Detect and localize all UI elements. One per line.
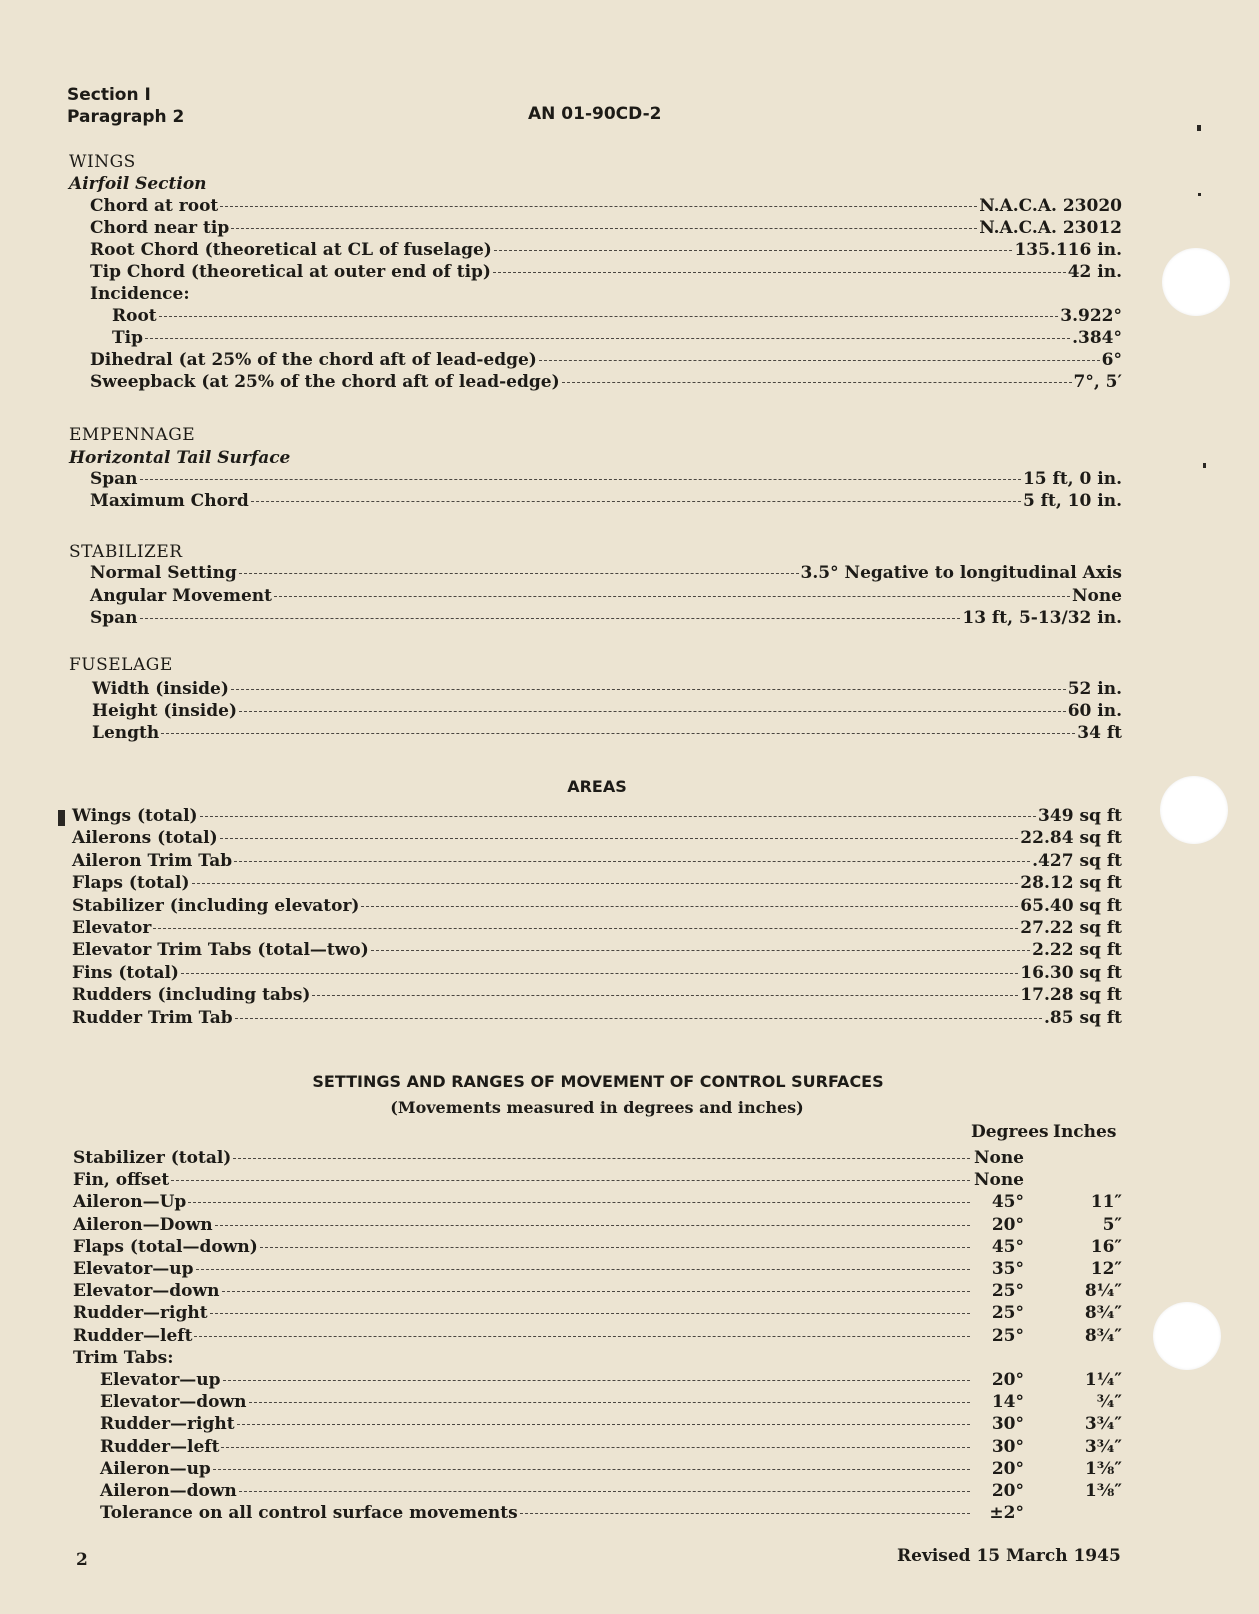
control-surface-row [73, 1326, 1024, 1348]
dot-leader [220, 838, 1019, 839]
dot-leader [235, 1018, 1042, 1019]
binder-hole-bottom [1153, 1302, 1221, 1370]
control-surface-row [100, 1437, 1024, 1459]
inches-value: 1⅜″ [1084, 1459, 1122, 1479]
row-label: Chord at root [90, 196, 219, 216]
dot-leader [140, 618, 961, 619]
row-label: Height (inside) [92, 701, 237, 721]
inches-value: ¾″ [1096, 1392, 1122, 1412]
row-label: Tip Chord (theoretical at outer end of tip) [90, 262, 491, 282]
binder-hole-top [1162, 248, 1230, 316]
wings-row [112, 328, 1122, 350]
degrees-value: 20° [991, 1459, 1024, 1479]
row-label: Root [112, 306, 157, 326]
control-surface-row [73, 1348, 1024, 1370]
control-surface-row [73, 1281, 1024, 1303]
dot-leader [171, 1180, 970, 1181]
control-surface-row [100, 1459, 1024, 1481]
margin-speck [1197, 125, 1201, 131]
row-label: Aileron—down [100, 1481, 237, 1501]
degrees-value: 25° [991, 1281, 1024, 1301]
control-surface-row [100, 1370, 1024, 1392]
dot-leader [239, 711, 1066, 712]
row-value: 6° [1101, 350, 1122, 370]
dot-leader [181, 973, 1018, 974]
row-label: Trim Tabs: [73, 1348, 174, 1368]
wings-row [90, 218, 1122, 240]
area-row [72, 963, 1122, 985]
control-surface-row [73, 1303, 1024, 1325]
row-value: 135.116 in. [1014, 240, 1122, 260]
degrees-value: 20° [991, 1481, 1024, 1501]
revision-date: Revised 15 March 1945 [897, 1546, 1121, 1566]
degrees-value: 45° [991, 1192, 1024, 1212]
empennage-row [90, 469, 1122, 491]
inches-value: 8¾″ [1084, 1303, 1122, 1323]
area-row [72, 918, 1122, 940]
control-surface-row [73, 1148, 1024, 1170]
dot-leader [220, 206, 977, 207]
row-label: Rudder—right [100, 1414, 235, 1434]
row-label: Chord near tip [90, 218, 230, 238]
degrees-value: None [973, 1148, 1024, 1168]
stabilizer-row [90, 563, 1122, 585]
row-label: Elevator—down [73, 1281, 220, 1301]
row-label: Maximum Chord [90, 491, 249, 511]
wings-row [90, 372, 1122, 394]
row-label: Dihedral (at 25% of the chord aft of lead-edge) [90, 350, 537, 370]
row-label: Fins (total) [72, 963, 179, 983]
row-value: N.A.C.A. 23020 [979, 196, 1122, 216]
row-value: 65.40 sq ft [1020, 896, 1122, 916]
row-value: 22.84 sq ft [1020, 828, 1122, 848]
row-label: Fin, offset [73, 1170, 170, 1190]
degrees-value: 25° [991, 1326, 1024, 1346]
degrees-value: 30° [991, 1414, 1024, 1434]
degrees-value: 20° [991, 1215, 1024, 1235]
inches-column-header: Inches [1053, 1122, 1117, 1142]
control-surface-row [73, 1237, 1024, 1259]
wings-row [90, 350, 1122, 372]
dot-leader [200, 816, 1036, 817]
wings-row [112, 306, 1122, 328]
row-label: Aileron—Up [73, 1192, 187, 1212]
inches-value: 11″ [1090, 1192, 1122, 1212]
row-label: Tolerance on all control surface movements [100, 1503, 518, 1523]
row-label: Flaps (total) [72, 873, 190, 893]
airfoil-section-subheading: Airfoil Section [69, 174, 207, 194]
row-label: Stabilizer (including elevator) [72, 896, 360, 916]
row-label: Length [92, 723, 160, 743]
row-label: Elevator Trim Tabs (total—two) [72, 940, 369, 960]
row-label: Normal Setting [90, 563, 237, 583]
row-value: .427 sq ft [1032, 851, 1122, 871]
dot-leader [140, 479, 1021, 480]
row-value: N.A.C.A. 23012 [979, 218, 1122, 238]
inches-value: 5″ [1102, 1215, 1122, 1235]
row-value: 7°, 5′ [1073, 372, 1122, 392]
stabilizer-row [90, 608, 1122, 630]
degrees-value: 30° [991, 1437, 1024, 1457]
fuselage-heading: FUSELAGE [69, 655, 173, 675]
row-label: Rudder—left [100, 1437, 220, 1457]
row-label: Ailerons (total) [72, 828, 218, 848]
dot-leader [494, 250, 1013, 251]
dot-leader [237, 1424, 970, 1425]
degrees-column-header: Degrees [971, 1122, 1049, 1142]
degrees-value: 14° [991, 1392, 1024, 1412]
fuselage-row [92, 679, 1122, 701]
control-surface-row [73, 1215, 1024, 1237]
settings-subtitle: (Movements measured in degrees and inches) [390, 1098, 804, 1117]
row-label: Aileron—Down [73, 1215, 213, 1235]
degrees-value: 35° [991, 1259, 1024, 1279]
row-value: 2.22 sq ft [1032, 940, 1122, 960]
section-label: Section I [67, 85, 151, 105]
area-row [72, 873, 1122, 895]
row-label: Flaps (total—down) [73, 1237, 258, 1257]
dot-leader [221, 1447, 970, 1448]
dot-leader [249, 1402, 971, 1403]
row-label: Aileron Trim Tab [72, 851, 233, 871]
dot-leader [161, 733, 1075, 734]
areas-title: AREAS [567, 777, 627, 796]
row-label: Elevator—up [100, 1370, 221, 1390]
row-value: 3.922° [1060, 306, 1122, 326]
paragraph-label: Paragraph 2 [67, 107, 185, 127]
row-value: None [1071, 586, 1122, 606]
dot-leader [159, 316, 1059, 317]
row-value: 349 sq ft [1038, 806, 1122, 826]
row-label: Root Chord (theoretical at CL of fuselage) [90, 240, 492, 260]
document-number: AN 01-90CD-2 [528, 104, 662, 124]
degrees-value: ±2° [989, 1503, 1024, 1523]
area-row [72, 851, 1122, 873]
dot-leader [192, 883, 1019, 884]
degrees-value: None [973, 1170, 1024, 1190]
row-label: Elevator—down [100, 1392, 247, 1412]
inches-value: 8¼″ [1084, 1281, 1122, 1301]
area-row [72, 896, 1122, 918]
dot-leader [239, 1491, 970, 1492]
margin-speck [1203, 463, 1206, 468]
control-surface-row [100, 1503, 1024, 1525]
area-row [72, 806, 1122, 828]
inches-value: 1¼″ [1084, 1370, 1122, 1390]
wings-heading: WINGS [69, 152, 136, 172]
control-surface-row [100, 1481, 1024, 1503]
dot-leader [223, 1380, 970, 1381]
dot-leader [371, 950, 1030, 951]
control-surface-row [73, 1192, 1024, 1214]
dot-leader [239, 573, 799, 574]
dot-leader [539, 360, 1100, 361]
page-number: 2 [76, 1550, 88, 1570]
dot-leader [210, 1313, 970, 1314]
row-label: Span [90, 608, 138, 628]
inches-value: 1⅜″ [1084, 1481, 1122, 1501]
dot-leader [194, 1336, 970, 1337]
fuselage-row [92, 723, 1122, 745]
row-label: Wings (total) [72, 806, 198, 826]
row-label: Stabilizer (total) [73, 1148, 232, 1168]
dot-leader [274, 596, 1070, 597]
area-row [72, 985, 1122, 1007]
row-value: 3.5° Negative to longitudinal Axis [800, 563, 1122, 583]
row-label: Rudder—right [73, 1303, 208, 1323]
control-surface-row [100, 1392, 1024, 1414]
control-surface-row [100, 1414, 1024, 1436]
row-label: Rudder Trim Tab [72, 1008, 233, 1028]
dot-leader [493, 272, 1066, 273]
wings-row [90, 240, 1122, 262]
dot-leader [562, 382, 1072, 383]
row-value: 15 ft, 0 in. [1022, 469, 1122, 489]
inches-value: 8¾″ [1084, 1326, 1122, 1346]
dot-leader [234, 861, 1030, 862]
dot-leader [188, 1202, 970, 1203]
row-label: Elevator—up [73, 1259, 194, 1279]
dot-leader [260, 1247, 970, 1248]
row-value: 27.22 sq ft [1020, 918, 1122, 938]
wings-row [90, 196, 1122, 218]
row-label: Rudder—left [73, 1326, 193, 1346]
row-value: 42 in. [1067, 262, 1122, 282]
inches-value: 12″ [1090, 1259, 1122, 1279]
inches-value: 3¾″ [1084, 1414, 1122, 1434]
row-label: Incidence: [90, 284, 190, 304]
dot-leader [231, 689, 1066, 690]
dot-leader [222, 1291, 971, 1292]
wings-row [90, 284, 1122, 306]
control-surface-row [73, 1259, 1024, 1281]
dot-leader [233, 1158, 970, 1159]
stabilizer-heading: STABILIZER [69, 542, 183, 562]
margin-speck [1198, 193, 1201, 196]
empennage-row [90, 491, 1122, 513]
row-value: .384° [1072, 328, 1122, 348]
row-value: 28.12 sq ft [1020, 873, 1122, 893]
row-label: Span [90, 469, 138, 489]
row-label: Rudders (including tabs) [72, 985, 311, 1005]
horizontal-tail-subheading: Horizontal Tail Surface [69, 448, 291, 468]
row-label: Sweepback (at 25% of the chord aft of lead-edge) [90, 372, 560, 392]
inches-value: 3¾″ [1084, 1437, 1122, 1457]
degrees-value: 45° [991, 1237, 1024, 1257]
row-label: Tip [112, 328, 143, 348]
dot-leader [145, 338, 1070, 339]
row-label: Width (inside) [92, 679, 229, 699]
dot-leader [231, 228, 977, 229]
empennage-heading: EMPENNAGE [69, 425, 196, 445]
fuselage-row [92, 701, 1122, 723]
dot-leader [196, 1269, 970, 1270]
settings-title: SETTINGS AND RANGES OF MOVEMENT OF CONTROL SURFACES [312, 1072, 884, 1091]
area-row [72, 828, 1122, 850]
row-value: .85 sq ft [1043, 1008, 1122, 1028]
area-row [72, 1008, 1122, 1030]
inches-value: 16″ [1090, 1237, 1122, 1257]
control-surface-row [73, 1170, 1024, 1192]
dot-leader [215, 1225, 970, 1226]
change-bar [58, 810, 65, 826]
row-value: 5 ft, 10 in. [1022, 491, 1122, 511]
row-value: 60 in. [1067, 701, 1122, 721]
area-row [72, 940, 1122, 962]
dot-leader [213, 1469, 970, 1470]
row-value: 13 ft, 5-13/32 in. [962, 608, 1122, 628]
dot-leader [153, 928, 1018, 929]
dot-leader [251, 501, 1021, 502]
degrees-value: 25° [991, 1303, 1024, 1323]
row-label: Elevator [72, 918, 152, 938]
dot-leader [361, 906, 1018, 907]
degrees-value: 20° [991, 1370, 1024, 1390]
row-value: 52 in. [1067, 679, 1122, 699]
row-label: Angular Movement [90, 586, 273, 606]
row-value: 34 ft [1077, 723, 1122, 743]
row-value: 17.28 sq ft [1020, 985, 1122, 1005]
wings-row [90, 262, 1122, 284]
dot-leader [520, 1513, 970, 1514]
stabilizer-row [90, 586, 1122, 608]
dot-leader [312, 995, 1018, 996]
row-label: Aileron—up [100, 1459, 211, 1479]
row-value: 16.30 sq ft [1020, 963, 1122, 983]
